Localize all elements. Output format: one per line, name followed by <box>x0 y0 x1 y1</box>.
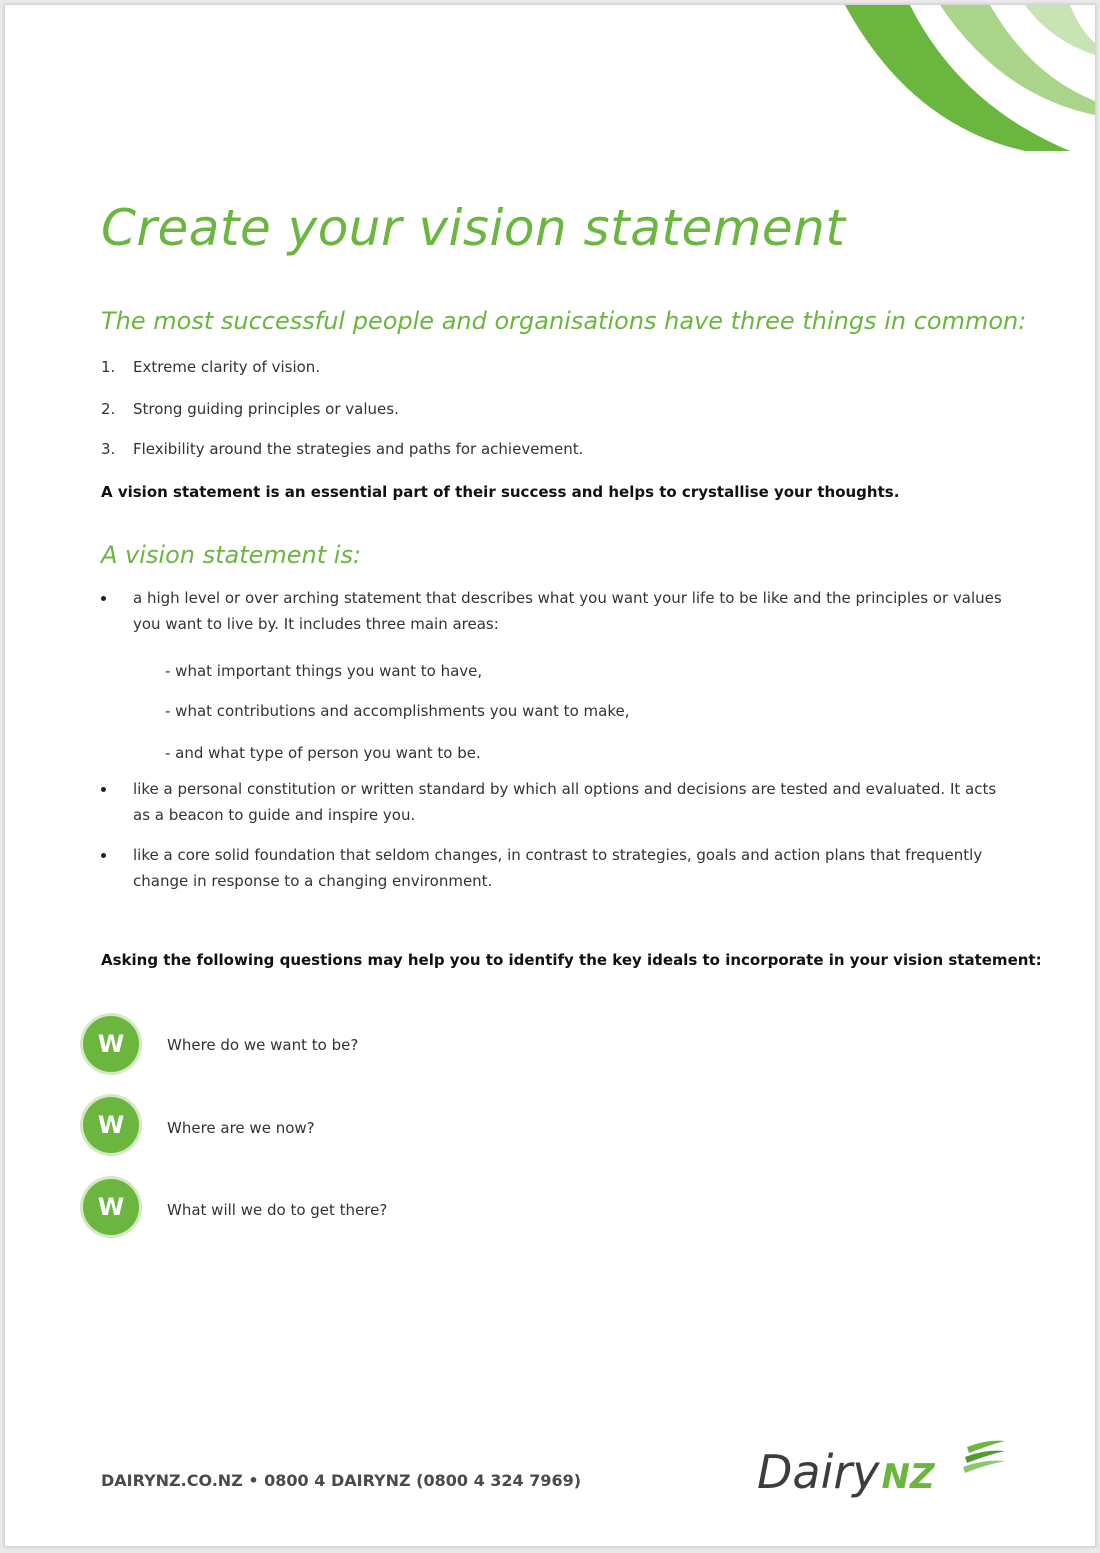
bullet-text: a high level or over arching statement that describes what you want your life to be like and the principles or values you want to live by. It includes three main areas: <box>133 589 1002 633</box>
dairynz-logo <box>757 1435 1007 1515</box>
list-number: 1. <box>101 358 116 376</box>
bullet-text: like a core solid foundation that seldom changes, in contrast to strategies, goals and action plans that frequently change in response to a changing environment. <box>133 846 983 890</box>
bullet-dot <box>101 787 106 792</box>
list-text: Flexibility around the strategies and paths for achievement. <box>133 440 584 458</box>
logo-swoosh-icon <box>959 1437 1007 1477</box>
section-heading-vision-is: A vision statement is: <box>101 541 362 569</box>
decorative-swoosh <box>735 5 1095 155</box>
question-text: Where do we want to be? <box>167 1036 359 1054</box>
list-text: Strong guiding principles or values. <box>133 400 399 418</box>
bullet-text: like a personal constitution or written standard by which all options and decisions are tested and evaluated. It acts as a beacon to guide and inspire you. <box>133 780 997 824</box>
footer-contact: DAIRYNZ.CO.NZ • 0800 4 DAIRYNZ (0800 4 324 7969) <box>101 1471 582 1490</box>
list-number: 2. <box>101 400 116 418</box>
sub-item: - what contributions and accomplishments you want to make, <box>165 702 630 720</box>
document-page <box>4 4 1096 1547</box>
logo-suffix: NZ <box>881 1457 935 1497</box>
w-badge-icon: W <box>83 1097 139 1153</box>
questions-intro: Asking the following questions may help you to identify the key ideals to incorporate in your vision statement: <box>101 951 1042 969</box>
section-heading-common-traits: The most successful people and organisations have three things in common: <box>101 307 1027 335</box>
bullet-item <box>101 842 1011 894</box>
page-title: Create your vision statement <box>101 199 846 257</box>
bullet-item <box>101 776 1011 828</box>
w-badge-icon: W <box>83 1179 139 1235</box>
list-text: Extreme clarity of vision. <box>133 358 321 376</box>
bullet-dot <box>101 853 106 858</box>
bullet-dot <box>101 596 106 601</box>
bullet-item <box>101 585 1011 637</box>
logo-word: Dairy <box>757 1445 880 1499</box>
question-text: What will we do to get there? <box>167 1201 388 1219</box>
list-number: 3. <box>101 440 116 458</box>
vision-importance-note: A vision statement is an essential part of their success and helps to crystallise your thoughts. <box>101 483 900 501</box>
sub-item: - what important things you want to have, <box>165 662 483 680</box>
question-text: Where are we now? <box>167 1119 315 1137</box>
w-badge-icon: W <box>83 1016 139 1072</box>
sub-item: - and what type of person you want to be. <box>165 744 481 762</box>
logo-wordmark <box>757 1445 935 1499</box>
